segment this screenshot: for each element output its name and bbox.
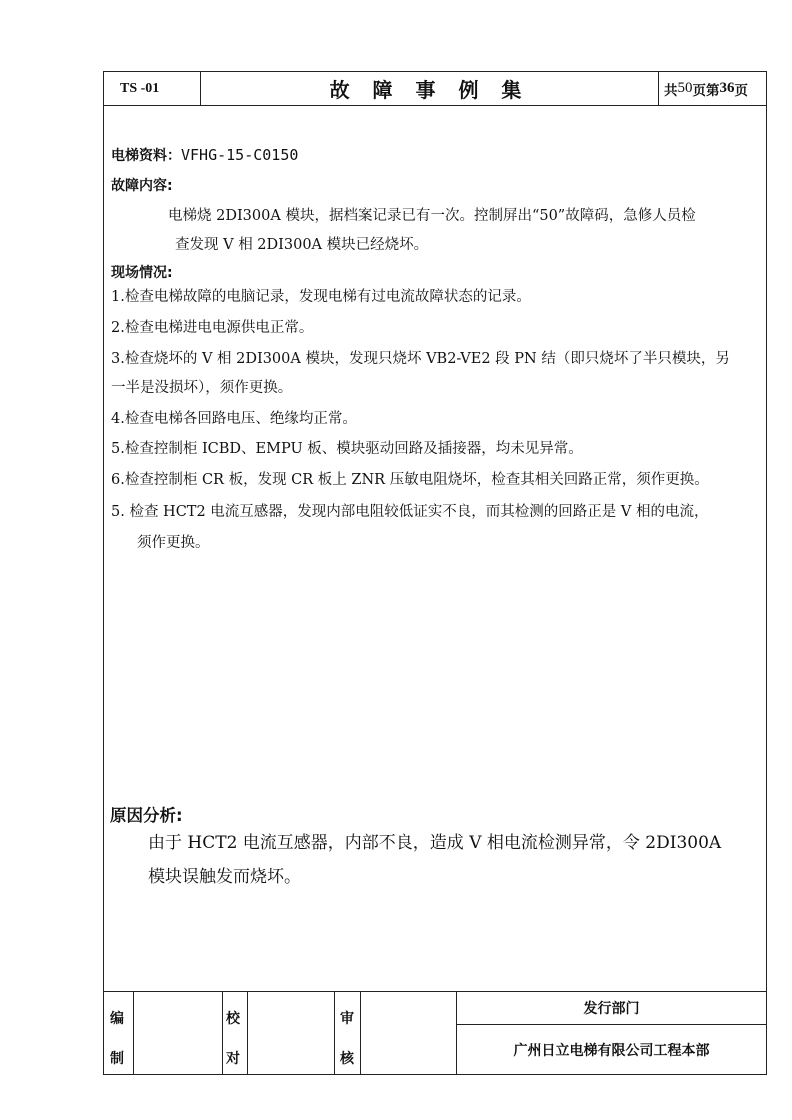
page-suffix: 页 [734, 82, 748, 99]
elevator-info [111, 145, 298, 165]
review-label-bottom: 核 [340, 1051, 354, 1067]
check-label-top: 校 [226, 1011, 240, 1027]
scene-line-3: 3.检查烧坏的 V 相 2DI300A 模块，发现只烧坏 VB2-VE2 段 PN 结（即只烧坏了半只模块，另 [111, 351, 730, 367]
page-current: 36 [719, 80, 735, 96]
review-signature-cell [361, 992, 457, 1075]
cause-heading: 原因分析: [110, 806, 183, 825]
cause-line-1: 由于 HCT2 电流互感器，内部不良，造成 V 相电流检测异常，令 2DI300A [148, 833, 722, 853]
page-indicator [659, 72, 766, 105]
review-label-cell [335, 992, 361, 1075]
edit-label-cell [104, 992, 134, 1075]
scene-line-1: 1.检查电梯故障的电脑记录，发现电梯有过电流故障状态的记录。 [111, 289, 531, 305]
check-label-cell [223, 992, 248, 1075]
fault-line-2: 查发现 V 相 2DI300A 模块已经烧坏。 [175, 237, 429, 253]
edit-label-top: 编 [110, 1011, 124, 1027]
page-total: 50 [677, 80, 693, 96]
document-code: TS -01 [104, 72, 201, 105]
signature-table [104, 991, 766, 1074]
check-signature-cell [248, 992, 335, 1075]
edit-label-bottom: 制 [110, 1051, 124, 1067]
scene-line-8: 5. 检查 HCT2 电流互感器，发现内部电阻较低证实不良，而其检测的回路正是 V 相的电流， [111, 504, 709, 520]
scene-line-5: 4.检查电梯各回路电压、绝缘均正常。 [111, 411, 357, 427]
issuing-dept-name: 广州日立电梯有限公司工程本部 [513, 1043, 710, 1059]
page-prefix: 共 [664, 82, 678, 99]
document-title: 故 障 事 例 集 [201, 72, 659, 105]
scene-line-6: 5.检查控制柜 ICBD、EMPU 板、模块驱动回路及插接器，均未见异常。 [111, 441, 583, 457]
review-label-top: 审 [340, 1011, 354, 1027]
page-mid: 页第 [692, 82, 720, 99]
fault-case-sheet [103, 71, 767, 1075]
elevator-label: 电梯资料： [111, 148, 181, 164]
sheet-header [104, 72, 766, 106]
elevator-model: VFHG-15-C0150 [181, 146, 299, 164]
fault-line-1: 电梯烧 2DI300A 模块，据档案记录已有一次。控制屏出“50”故障码，急修人员检 [168, 208, 696, 224]
scene-line-2: 2.检查电梯进电电源供电正常。 [111, 320, 314, 336]
edit-signature-cell [134, 992, 223, 1075]
scene-line-9: 须作更换。 [137, 535, 210, 551]
scene-line-7: 6.检查控制柜 CR 板，发现 CR 板上 ZNR 压敏电阻烧坏，检查其相关回路正常，须作更换。 [111, 472, 709, 488]
fault-heading: 故障内容: [111, 178, 173, 194]
scene-heading: 现场情况: [111, 265, 173, 281]
issuing-dept-label: 发行部门 [457, 992, 766, 1025]
scene-line-4: 一半是没损坏），须作更换。 [111, 380, 293, 396]
check-label-bottom: 对 [226, 1051, 240, 1067]
cause-line-2: 模块误触发而烧坏。 [148, 867, 301, 887]
